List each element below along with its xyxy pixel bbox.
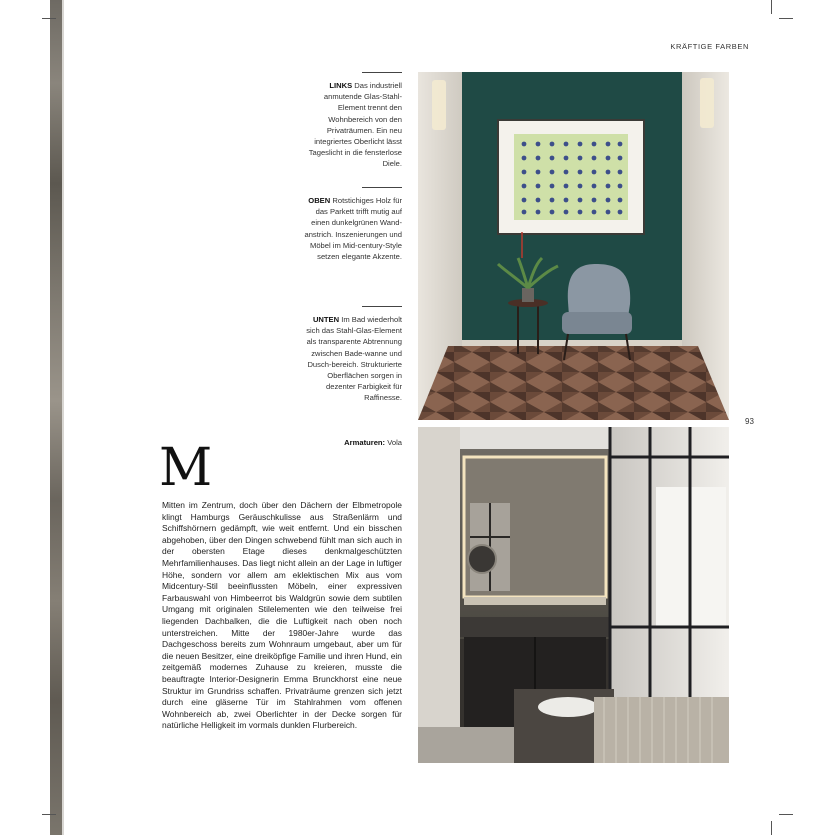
caption-text: Im Bad wiederholt sich das Stahl-Glas-Element als transparente Abtrennung zwischen Bade-wanne und Dusch-bereich. Strukturierte Oberflächen sorgen in dezenter Farbigkeit für Raffinesse.: [306, 315, 402, 403]
article-body: Mitten im Zentrum, doch über den Dächern der Elbmetropole klingt Hamburgs Geräuschkulisse aus Straßenlärm und Schiffshörnern gedämpft, wie weit entfernt. Und ein bisschen abgehoben, über den Dingen schwebend fühlt man sich auch in der obersten Etage dieses denkmalgeschützten Mehrfamilienhauses. Das liegt nicht allein an der Lage in luftiger Höhe, sondern vor allem am eklektischen Mix aus vom Midcentury-Stil beeinflussten Möbeln, einer expressiven Farbauswahl von Himbeerrot bis Waldgrün sowie dem subtilen Umgang mit originalen Stilelementen wie den teilweise frei liegenden Dachbalken, die die Luftigkeit nach oben noch unterstreichen. Mitte der 1980er-Jahre wurde das Dachgeschoss bereits zum Wohnraum umgebaut, aber um für die neuen Besitzer, eine dreiköpfige Familie und ihren Hund, ein zeitgemäß modernes Zuhause zu kreieren, musste die beauftragte Interior-Designerin Emma Brunckhorst eine neue Struktur im Grundriss schaffen. Privaträume grenzen sich jetzt durch eine gläserne Tür im Stahlrahmen vom offenen Wohnbereich ab, zwei Oberlichter in der Decke sorgen für natürliche Helligkeit im vormals dunklen Flurbereich.: [162, 500, 402, 731]
crop-mark: [771, 0, 772, 14]
drop-cap: M: [159, 438, 213, 498]
photo-bathroom: [418, 427, 729, 763]
caption-oben: [300, 187, 402, 262]
section-label: KRÄFTIGE FARBEN: [670, 42, 749, 51]
caption-text: Das industriell anmutende Glas-Stahl-Element trennt den Wohnbereich von den Privaträumen. Ein neu integriertes Oberlicht lässt Tageslicht in die fensterlose Diele.: [308, 81, 402, 169]
photo-hallway: [418, 72, 729, 420]
caption-links: [300, 72, 402, 170]
credit-value: Vola: [387, 438, 402, 447]
caption-heading: UNTEN: [312, 315, 340, 324]
caption-unten: [300, 306, 402, 404]
spine-edge: [62, 0, 64, 835]
crop-mark: [42, 814, 56, 815]
crop-mark: [779, 18, 793, 19]
crop-mark: [42, 18, 56, 19]
hallway-illustration: [418, 72, 729, 420]
caption-text: Rotstichiges Holz für das Parkett trifft mutig auf einen dunkelgrünen Wand-anstrich. Inszenierungen und Möbel im Mid-century-Style setzen elegante Akzente.: [304, 196, 402, 262]
page-number: 93: [745, 417, 754, 426]
page-spine: [0, 0, 64, 835]
credit-label: Armaturen:: [344, 438, 386, 447]
photo-credit: [300, 437, 402, 448]
crop-mark: [779, 814, 793, 815]
caption-heading: LINKS: [329, 81, 353, 90]
caption-heading: OBEN: [308, 196, 331, 205]
bathroom-illustration: [418, 427, 729, 763]
crop-mark: [771, 821, 772, 835]
